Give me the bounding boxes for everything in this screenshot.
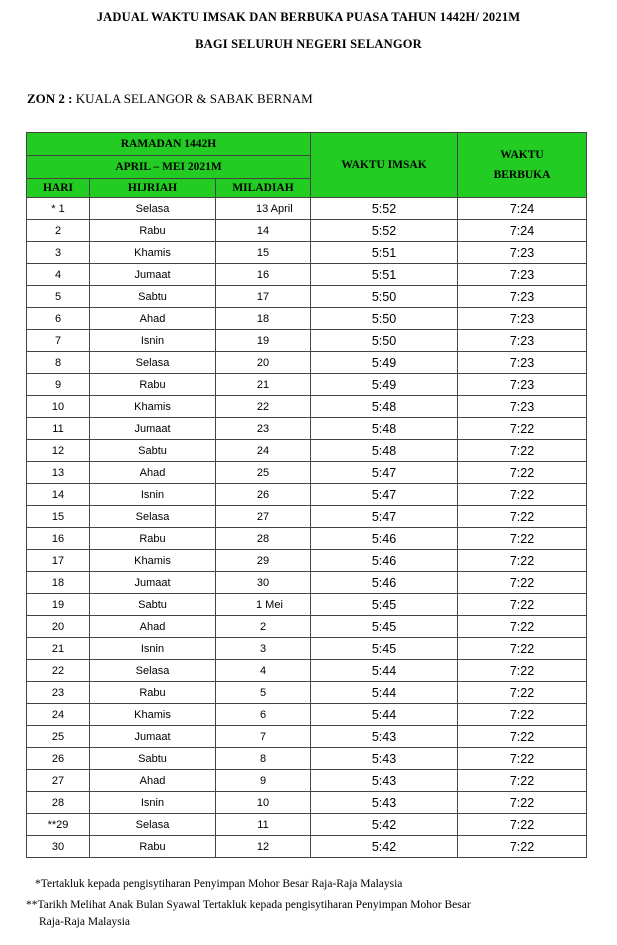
gregorian-date-cell: 29 xyxy=(216,550,311,572)
imsak-time-cell: 5:46 xyxy=(311,572,458,594)
gregorian-date-cell: 9 xyxy=(216,770,311,792)
weekday-cell: Selasa xyxy=(90,660,216,682)
gregorian-date-cell: 13 April xyxy=(216,198,311,220)
imsak-time-cell: 5:43 xyxy=(311,792,458,814)
day-number-cell: 2 xyxy=(27,220,90,242)
weekday-cell: Khamis xyxy=(90,396,216,418)
day-number-cell: 6 xyxy=(27,308,90,330)
berbuka-time-cell: 7:22 xyxy=(458,506,587,528)
table-row xyxy=(27,440,587,462)
imsak-time-cell: 5:46 xyxy=(311,528,458,550)
day-number-cell: 16 xyxy=(27,528,90,550)
table-row xyxy=(27,726,587,748)
day-number-cell: 18 xyxy=(27,572,90,594)
weekday-cell: Rabu xyxy=(90,682,216,704)
weekday-cell: Sabtu xyxy=(90,286,216,308)
weekday-cell: Ahad xyxy=(90,616,216,638)
table-row xyxy=(27,418,587,440)
gregorian-date-cell: 4 xyxy=(216,660,311,682)
table-row xyxy=(27,660,587,682)
gregorian-date-cell: 21 xyxy=(216,374,311,396)
gregorian-date-cell: 16 xyxy=(216,264,311,286)
zone-heading xyxy=(27,91,313,107)
imsak-header: WAKTU IMSAK xyxy=(311,133,458,198)
berbuka-time-cell: 7:23 xyxy=(458,308,587,330)
imsak-time-cell: 5:45 xyxy=(311,638,458,660)
zone-name: KUALA SELANGOR & SABAK BERNAM xyxy=(75,91,313,106)
weekday-cell: Sabtu xyxy=(90,748,216,770)
imsak-time-cell: 5:45 xyxy=(311,594,458,616)
table-row xyxy=(27,396,587,418)
day-number-cell: 12 xyxy=(27,440,90,462)
imsak-time-cell: 5:44 xyxy=(311,682,458,704)
berbuka-time-cell: 7:22 xyxy=(458,682,587,704)
berbuka-time-cell: 7:23 xyxy=(458,330,587,352)
weekday-cell: Rabu xyxy=(90,836,216,858)
berbuka-time-cell: 7:23 xyxy=(458,396,587,418)
gregorian-date-cell: 25 xyxy=(216,462,311,484)
ramadan-header: RAMADAN 1442H xyxy=(27,133,311,156)
table-row xyxy=(27,594,587,616)
schedule-rows xyxy=(27,198,587,858)
table-row xyxy=(27,242,587,264)
imsak-time-cell: 5:43 xyxy=(311,770,458,792)
weekday-cell: Ahad xyxy=(90,770,216,792)
day-number-cell: 8 xyxy=(27,352,90,374)
page-title: JADUAL WAKTU IMSAK DAN BERBUKA PUASA TAHUN 1442H/ 2021M xyxy=(96,10,521,24)
table-row xyxy=(27,308,587,330)
gregorian-date-cell: 17 xyxy=(216,286,311,308)
weekday-cell: Ahad xyxy=(90,462,216,484)
weekday-cell: Jumaat xyxy=(90,264,216,286)
imsak-time-cell: 5:52 xyxy=(311,220,458,242)
month-header: APRIL – MEI 2021M xyxy=(27,156,311,179)
gregorian-date-cell: 10 xyxy=(216,792,311,814)
table-row xyxy=(27,572,587,594)
berbuka-time-cell: 7:22 xyxy=(458,770,587,792)
gregorian-date-cell: 19 xyxy=(216,330,311,352)
berbuka-time-cell: 7:22 xyxy=(458,748,587,770)
footnote-2-line1: **Tarikh Melihat Anak Bulan Syawal Tertakluk kepada pengisytiharan Penyimpan Mohor Besar xyxy=(26,899,471,911)
table-row xyxy=(27,264,587,286)
day-number-cell: 26 xyxy=(27,748,90,770)
berbuka-time-cell: 7:24 xyxy=(458,220,587,242)
table-row xyxy=(27,484,587,506)
day-number-cell: 21 xyxy=(27,638,90,660)
table-row xyxy=(27,330,587,352)
imsak-time-cell: 5:51 xyxy=(311,242,458,264)
weekday-cell: Jumaat xyxy=(90,572,216,594)
day-number-cell: 19 xyxy=(27,594,90,616)
footnote-2 xyxy=(26,897,586,931)
imsak-time-cell: 5:49 xyxy=(311,374,458,396)
weekday-cell: Isnin xyxy=(90,484,216,506)
day-number-cell: 13 xyxy=(27,462,90,484)
imsak-time-cell: 5:50 xyxy=(311,330,458,352)
day-number-cell: 7 xyxy=(27,330,90,352)
gregorian-date-cell: 18 xyxy=(216,308,311,330)
berbuka-header xyxy=(458,133,587,198)
day-number-cell: 4 xyxy=(27,264,90,286)
table-row xyxy=(27,704,587,726)
day-number-cell: 9 xyxy=(27,374,90,396)
weekday-cell: Selasa xyxy=(90,352,216,374)
berbuka-time-cell: 7:22 xyxy=(458,440,587,462)
berbuka-time-cell: 7:22 xyxy=(458,616,587,638)
hari-header: HARI xyxy=(27,179,90,198)
berbuka-time-cell: 7:22 xyxy=(458,528,587,550)
imsak-time-cell: 5:42 xyxy=(311,814,458,836)
footnote-1: *Tertakluk kepada pengisytiharan Penyimpan Mohor Besar Raja-Raja Malaysia xyxy=(35,878,403,890)
day-number-cell: 3 xyxy=(27,242,90,264)
weekday-cell: Isnin xyxy=(90,638,216,660)
berbuka-time-cell: 7:22 xyxy=(458,726,587,748)
day-number-cell: 5 xyxy=(27,286,90,308)
gregorian-date-cell: 2 xyxy=(216,616,311,638)
imsak-time-cell: 5:49 xyxy=(311,352,458,374)
imsak-time-cell: 5:48 xyxy=(311,418,458,440)
day-number-cell: **29 xyxy=(27,814,90,836)
table-row xyxy=(27,220,587,242)
gregorian-date-cell: 28 xyxy=(216,528,311,550)
table-row xyxy=(27,352,587,374)
berbuka-time-cell: 7:22 xyxy=(458,836,587,858)
gregorian-date-cell: 3 xyxy=(216,638,311,660)
imsak-time-cell: 5:50 xyxy=(311,308,458,330)
gregorian-date-cell: 8 xyxy=(216,748,311,770)
table-row xyxy=(27,792,587,814)
berbuka-time-cell: 7:22 xyxy=(458,638,587,660)
weekday-cell: Jumaat xyxy=(90,418,216,440)
day-number-cell: 25 xyxy=(27,726,90,748)
table-row xyxy=(27,528,587,550)
berbuka-time-cell: 7:22 xyxy=(458,484,587,506)
weekday-cell: Sabtu xyxy=(90,594,216,616)
gregorian-date-cell: 22 xyxy=(216,396,311,418)
day-number-cell: * 1 xyxy=(27,198,90,220)
day-number-cell: 17 xyxy=(27,550,90,572)
berbuka-time-cell: 7:22 xyxy=(458,418,587,440)
gregorian-date-cell: 11 xyxy=(216,814,311,836)
day-number-cell: 10 xyxy=(27,396,90,418)
gregorian-date-cell: 12 xyxy=(216,836,311,858)
table-row xyxy=(27,748,587,770)
imsak-time-cell: 5:42 xyxy=(311,836,458,858)
weekday-cell: Sabtu xyxy=(90,440,216,462)
gregorian-date-cell: 15 xyxy=(216,242,311,264)
imsak-time-cell: 5:47 xyxy=(311,484,458,506)
imsak-time-cell: 5:45 xyxy=(311,616,458,638)
imsak-time-cell: 5:47 xyxy=(311,506,458,528)
imsak-time-cell: 5:50 xyxy=(311,286,458,308)
weekday-cell: Selasa xyxy=(90,506,216,528)
weekday-cell: Isnin xyxy=(90,792,216,814)
table-row xyxy=(27,836,587,858)
berbuka-time-cell: 7:22 xyxy=(458,660,587,682)
page-subtitle: BAGI SELURUH NEGERI SELANGOR xyxy=(195,37,422,51)
imsak-time-cell: 5:44 xyxy=(311,660,458,682)
gregorian-date-cell: 1 Mei xyxy=(216,594,311,616)
table-row xyxy=(27,198,587,220)
day-number-cell: 24 xyxy=(27,704,90,726)
footnote-2-line2: Raja-Raja Malaysia xyxy=(39,916,131,928)
day-number-cell: 11 xyxy=(27,418,90,440)
gregorian-date-cell: 26 xyxy=(216,484,311,506)
gregorian-date-cell: 5 xyxy=(216,682,311,704)
berbuka-time-cell: 7:23 xyxy=(458,286,587,308)
imsak-time-cell: 5:46 xyxy=(311,550,458,572)
table-row xyxy=(27,682,587,704)
gregorian-date-cell: 6 xyxy=(216,704,311,726)
table-row xyxy=(27,462,587,484)
imsak-time-cell: 5:48 xyxy=(311,440,458,462)
day-number-cell: 22 xyxy=(27,660,90,682)
table-row xyxy=(27,506,587,528)
weekday-cell: Selasa xyxy=(90,814,216,836)
day-number-cell: 15 xyxy=(27,506,90,528)
table-row xyxy=(27,814,587,836)
imsak-time-cell: 5:51 xyxy=(311,264,458,286)
day-number-cell: 30 xyxy=(27,836,90,858)
day-number-cell: 23 xyxy=(27,682,90,704)
weekday-cell: Khamis xyxy=(90,242,216,264)
berbuka-time-cell: 7:23 xyxy=(458,242,587,264)
weekday-cell: Selasa xyxy=(90,198,216,220)
berbuka-time-cell: 7:23 xyxy=(458,374,587,396)
berbuka-time-cell: 7:22 xyxy=(458,792,587,814)
day-number-cell: 28 xyxy=(27,792,90,814)
berbuka-header-line2: BERBUKA xyxy=(493,169,551,181)
imsak-time-cell: 5:43 xyxy=(311,748,458,770)
table-row xyxy=(27,550,587,572)
berbuka-time-cell: 7:23 xyxy=(458,352,587,374)
weekday-cell: Khamis xyxy=(90,704,216,726)
weekday-cell: Isnin xyxy=(90,330,216,352)
berbuka-time-cell: 7:23 xyxy=(458,264,587,286)
berbuka-time-cell: 7:22 xyxy=(458,572,587,594)
table-row xyxy=(27,638,587,660)
berbuka-time-cell: 7:22 xyxy=(458,462,587,484)
berbuka-header-line1: WAKTU xyxy=(500,149,544,161)
table-row xyxy=(27,770,587,792)
day-number-cell: 14 xyxy=(27,484,90,506)
zone-label: ZON 2 : xyxy=(27,91,73,106)
weekday-cell: Ahad xyxy=(90,308,216,330)
berbuka-time-cell: 7:22 xyxy=(458,814,587,836)
table-row xyxy=(27,286,587,308)
berbuka-time-cell: 7:24 xyxy=(458,198,587,220)
gregorian-date-cell: 27 xyxy=(216,506,311,528)
berbuka-time-cell: 7:22 xyxy=(458,594,587,616)
imsak-time-cell: 5:47 xyxy=(311,462,458,484)
miladiah-header: MILADIAH xyxy=(216,179,311,198)
hijriah-header: HIJRIAH xyxy=(90,179,216,198)
weekday-cell: Rabu xyxy=(90,220,216,242)
gregorian-date-cell: 14 xyxy=(216,220,311,242)
weekday-cell: Jumaat xyxy=(90,726,216,748)
berbuka-time-cell: 7:22 xyxy=(458,550,587,572)
schedule-table xyxy=(26,132,587,858)
gregorian-date-cell: 20 xyxy=(216,352,311,374)
day-number-cell: 20 xyxy=(27,616,90,638)
gregorian-date-cell: 23 xyxy=(216,418,311,440)
gregorian-date-cell: 30 xyxy=(216,572,311,594)
weekday-cell: Rabu xyxy=(90,528,216,550)
gregorian-date-cell: 7 xyxy=(216,726,311,748)
gregorian-date-cell: 24 xyxy=(216,440,311,462)
imsak-time-cell: 5:48 xyxy=(311,396,458,418)
imsak-time-cell: 5:52 xyxy=(311,198,458,220)
table-row xyxy=(27,616,587,638)
table-row xyxy=(27,374,587,396)
weekday-cell: Khamis xyxy=(90,550,216,572)
day-number-cell: 27 xyxy=(27,770,90,792)
imsak-time-cell: 5:44 xyxy=(311,704,458,726)
berbuka-time-cell: 7:22 xyxy=(458,704,587,726)
weekday-cell: Rabu xyxy=(90,374,216,396)
imsak-time-cell: 5:43 xyxy=(311,726,458,748)
